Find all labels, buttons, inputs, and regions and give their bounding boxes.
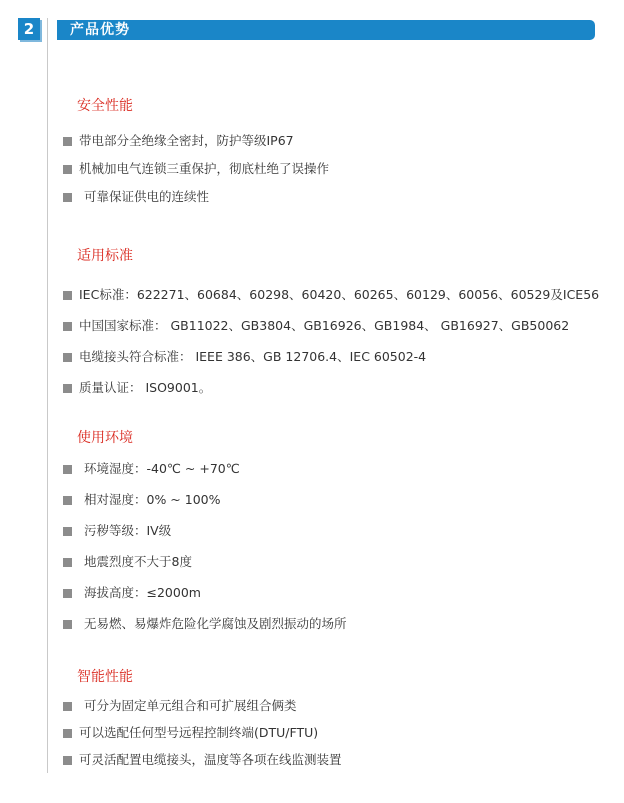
section-environment [63, 429, 347, 633]
item-text: 机械加电气连锁三重保护，彻底杜绝了误操作 [79, 161, 330, 176]
square-bullet-icon [63, 558, 72, 567]
list-item [63, 697, 342, 715]
item-text: 海拔高度：≤2000m [84, 585, 201, 600]
item-list [63, 286, 599, 397]
item-text: 无易燃、易爆炸危险化学腐蚀及剧烈振动的场所 [84, 616, 347, 631]
square-bullet-icon [63, 322, 72, 331]
square-bullet-icon [63, 353, 72, 362]
square-bullet-icon [63, 496, 72, 505]
square-bullet-icon [63, 527, 72, 536]
item-list [63, 460, 347, 633]
square-bullet-icon [63, 465, 72, 474]
square-bullet-icon [63, 756, 72, 765]
item-text: 污秽等级：IV级 [84, 523, 172, 538]
item-text: 地震烈度不大于8度 [84, 554, 192, 569]
header-bar [57, 20, 595, 40]
square-bullet-icon [63, 193, 72, 202]
item-text: IEC标准：622271、60684、60298、60420、60265、60129、60056、60529及ICE56 [79, 287, 600, 302]
item-text: 电缆接头符合标准： IEEE 386、GB 12706.4、IEC 60502-4 [79, 349, 427, 364]
section-intelligence [63, 668, 342, 769]
item-list [63, 697, 342, 769]
item-text: 可灵活配置电缆接头，温度等各项在线监测装置 [79, 752, 342, 767]
item-text: 环境湿度：-40℃ ~ +70℃ [84, 461, 240, 476]
list-item [63, 160, 329, 178]
square-bullet-icon [63, 589, 72, 598]
section-title: 安全性能 [77, 98, 133, 114]
section-title: 适用标准 [77, 248, 133, 264]
vertical-divider [47, 18, 48, 773]
list-item [63, 522, 347, 540]
list-item [63, 553, 347, 571]
list-item [63, 460, 347, 478]
section-standards [63, 247, 599, 397]
square-bullet-icon [63, 729, 72, 738]
item-text: 可靠保证供电的连续性 [84, 189, 210, 204]
page-title: 产品优势 [70, 22, 130, 38]
list-item [63, 317, 599, 335]
square-bullet-icon [63, 291, 72, 300]
item-text: 中国国家标准： GB11022、GB3804、GB16926、GB1984、 GB16927、GB50062 [79, 318, 570, 333]
list-item [63, 132, 329, 150]
list-item [63, 724, 342, 742]
section-number-badge: 2 [18, 18, 40, 40]
square-bullet-icon [63, 384, 72, 393]
square-bullet-icon [63, 620, 72, 629]
item-list [63, 132, 329, 206]
item-text: 质量认证： ISO9001。 [79, 380, 212, 395]
list-item [63, 491, 347, 509]
list-item [63, 286, 599, 304]
section-title: 使用环境 [77, 430, 133, 446]
item-text: 相对湿度：0% ~ 100% [84, 492, 221, 507]
list-item [63, 188, 329, 206]
list-item [63, 615, 347, 633]
section-safety [63, 97, 329, 206]
item-text: 可以选配任何型号远程控制终端(DTU/FTU) [79, 725, 319, 740]
square-bullet-icon [63, 137, 72, 146]
square-bullet-icon [63, 702, 72, 711]
list-item [63, 751, 342, 769]
item-text: 带电部分全绝缘全密封，防护等级IP67 [79, 133, 294, 148]
list-item [63, 584, 347, 602]
list-item [63, 379, 599, 397]
item-text: 可分为固定单元组合和可扩展组合俩类 [84, 698, 297, 713]
square-bullet-icon [63, 165, 72, 174]
list-item [63, 348, 599, 366]
section-title: 智能性能 [77, 669, 133, 685]
